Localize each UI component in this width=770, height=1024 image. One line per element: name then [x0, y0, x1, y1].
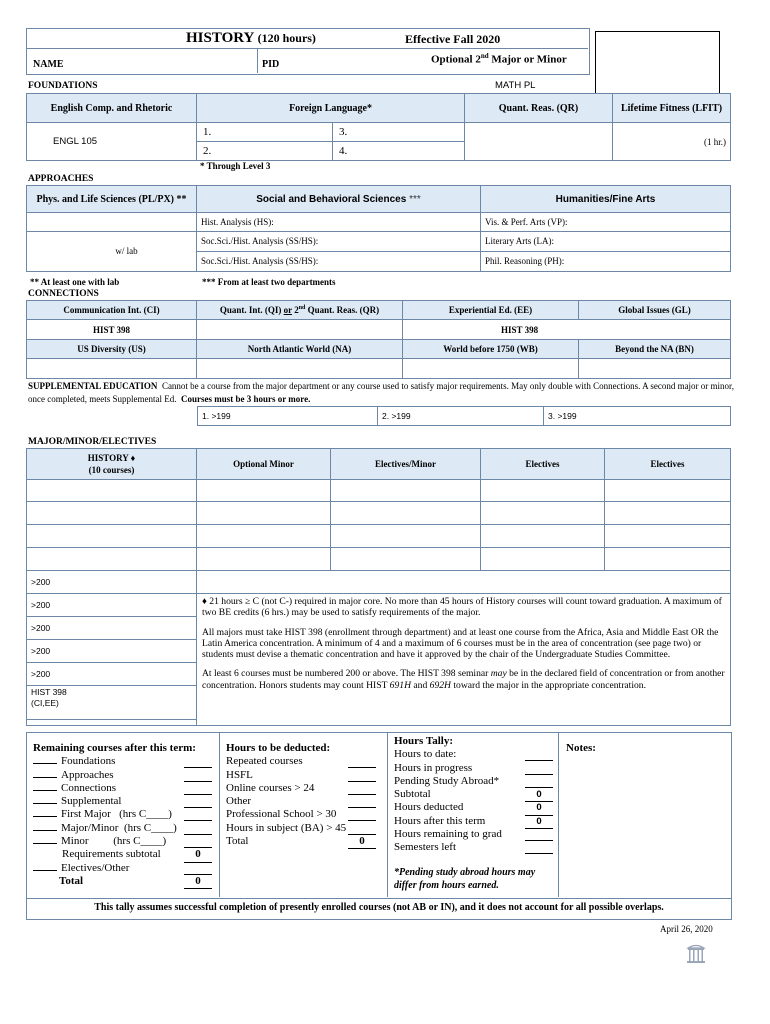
fl-header: Foreign Language*	[197, 94, 465, 123]
hours-subtotal: Subtotal	[394, 788, 431, 801]
sshs-label-1: Soc.Sci./Hist. Analysis (SS/HS):	[201, 236, 319, 246]
la-label: Literary Arts (LA):	[485, 236, 554, 246]
hours-row	[394, 815, 554, 828]
major-title: MAJOR/MINOR/ELECTIVES	[28, 437, 157, 447]
hours-header: Hours Tally:	[394, 735, 453, 747]
foundations-table	[26, 93, 731, 161]
dept-note: *** From at least two departments	[202, 277, 336, 287]
deduct-row[interactable]	[226, 782, 382, 795]
optional-major-label	[431, 52, 567, 66]
fl-2-label: 2.	[203, 145, 212, 157]
us-course[interactable]	[27, 359, 197, 379]
hs-cell[interactable]	[197, 213, 481, 232]
qi-header-or: or	[283, 305, 292, 315]
optional-b: Major or Minor	[488, 53, 567, 66]
math-pl-label: MATH PL	[495, 80, 536, 91]
deduct-online: Online courses > 24	[226, 781, 315, 794]
ee-course-text: HIST 398	[501, 324, 539, 335]
hours-to-date-value	[525, 748, 553, 761]
tally-divider-1	[219, 732, 220, 897]
hours-after-term-value: 0	[525, 815, 553, 829]
hours-panel	[394, 735, 554, 892]
qi-header-b: 2	[294, 305, 299, 315]
gt200-2: >200	[31, 600, 51, 610]
qi-header-a: Quant. Int. (QI)	[219, 305, 282, 315]
major-note-3b: be in the declared field of concentration or from another concentration. Honors students may count HIST	[202, 668, 725, 691]
wb-header: World before 1750 (WB)	[403, 340, 579, 359]
approaches-table	[26, 185, 731, 272]
connections-title: CONNECTIONS	[28, 289, 99, 299]
major-note-3-may: may	[490, 668, 507, 680]
supplemental-course-1[interactable]	[198, 407, 378, 426]
pid-label: PID	[262, 59, 280, 70]
major-notes	[197, 594, 731, 726]
deduct-total-row	[226, 835, 382, 848]
elective-minor-cell[interactable]	[331, 525, 481, 548]
history-header-title: HISTORY ♦	[87, 453, 136, 463]
deduct-header: Hours to be deducted:	[226, 742, 331, 754]
hist398-label: HIST 398	[31, 687, 67, 697]
deduct-professional: Professional School > 30	[226, 808, 337, 821]
fl-2[interactable]	[197, 142, 333, 161]
remaining-row[interactable]	[33, 795, 213, 808]
total-row	[33, 875, 213, 888]
footer-date: April 26, 2020	[660, 924, 713, 934]
deduct-other: Other	[226, 795, 252, 808]
hours-row[interactable]	[394, 841, 554, 854]
ci-course-text: HIST 398	[92, 324, 131, 335]
page-title-hours: (120 hours)	[257, 31, 316, 45]
hours-pending-value	[525, 775, 553, 788]
photo-box	[595, 31, 720, 94]
major-cell-200[interactable]	[27, 571, 197, 594]
elective-cell[interactable]	[481, 480, 605, 502]
hours-to-date: Hours to date:	[394, 748, 457, 761]
elective-minor-cell[interactable]	[331, 502, 481, 525]
sshs-cell-2[interactable]	[197, 252, 481, 272]
page-title-text: HISTORY	[186, 30, 254, 46]
optional-a: Optional 2	[431, 53, 481, 66]
hours-row	[394, 801, 554, 814]
deduct-total-label: Total	[226, 835, 249, 848]
qi-header-sup: nd	[298, 305, 306, 311]
pending-note: *Pending study abroad hours may differ from hours earned.	[394, 866, 536, 891]
electives-minor-header: Electives/Minor	[331, 449, 481, 480]
remaining-row[interactable]	[33, 808, 213, 821]
major-cell[interactable]	[27, 548, 197, 571]
major-cell-200[interactable]	[27, 617, 197, 640]
major-note-3-h1: 691H	[389, 679, 411, 691]
header-divider	[26, 48, 588, 49]
ee-course[interactable]	[403, 320, 731, 340]
engl-course[interactable]	[27, 123, 197, 161]
semesters-left: Semesters left	[394, 841, 457, 854]
minor-cell[interactable]	[197, 502, 331, 525]
major-note-3a: At least 6 courses must be numbered 200 or above. The HIST 398 seminar	[202, 668, 491, 680]
major-cell-398[interactable]	[27, 686, 197, 720]
remaining-first-major: First Major	[61, 808, 111, 821]
optional-sup: nd	[480, 52, 489, 60]
deduct-total-value: 0	[348, 835, 376, 849]
deduct-hsfl: HSFL	[226, 768, 253, 781]
remaining-minor: Minor	[61, 835, 89, 848]
remaining-row[interactable]	[33, 835, 213, 848]
deduct-repeated: Repeated courses	[226, 755, 303, 768]
deduct-panel	[226, 742, 382, 848]
elective-cell[interactable]	[605, 480, 731, 502]
major-note-3d: toward the major in the appropriate concentration.	[450, 679, 646, 691]
pl-course-2[interactable]	[27, 232, 197, 272]
sshs-label-2: Soc.Sci./Hist. Analysis (SS/HS):	[201, 256, 319, 266]
elective-cell[interactable]	[481, 548, 605, 571]
deduct-row[interactable]	[226, 769, 382, 782]
engl-course-text: ENGL 105	[53, 136, 98, 147]
lfit-course[interactable]	[613, 123, 731, 161]
hours-row[interactable]	[394, 775, 554, 788]
elective-cell[interactable]	[481, 502, 605, 525]
page-title	[186, 30, 316, 47]
ss-header	[197, 186, 481, 213]
lab-label: w/ lab	[115, 246, 138, 256]
supplemental-course-2[interactable]	[378, 407, 544, 426]
supp-2-label: 2. >199	[382, 411, 411, 421]
connections-table	[26, 300, 731, 379]
elective-cell[interactable]	[481, 525, 605, 548]
gt200-3: >200	[31, 623, 51, 633]
remaining-supplemental: Supplemental	[61, 795, 122, 808]
hours-pending: Pending Study Abroad*	[394, 774, 500, 787]
hours-in-progress: Hours in progress	[394, 761, 473, 774]
wide-cell[interactable]	[197, 571, 731, 594]
deduct-subject: Hours in subject (BA) > 45	[226, 821, 347, 834]
gt200-4: >200	[31, 646, 51, 656]
supplemental-table	[197, 406, 731, 426]
gt200-1: >200	[31, 577, 51, 587]
fl-3[interactable]	[333, 123, 465, 142]
remaining-approaches: Approaches	[61, 768, 114, 781]
fl-4[interactable]	[333, 142, 465, 161]
name-field[interactable]	[30, 50, 254, 72]
elective-minor-cell[interactable]	[331, 548, 481, 571]
hours-row[interactable]	[394, 828, 554, 841]
optional-minor-header: Optional Minor	[197, 449, 331, 480]
hours-row[interactable]	[394, 762, 554, 775]
vp-cell[interactable]	[481, 213, 731, 232]
fl-3-label: 3.	[339, 126, 348, 138]
major-cell[interactable]	[27, 480, 197, 502]
major-cell-spacer	[27, 720, 197, 726]
qi-header	[197, 301, 403, 320]
major-cell-200[interactable]	[27, 663, 197, 686]
ss-header-stars: ***	[409, 193, 421, 205]
hours-deducted: Hours deducted	[394, 801, 464, 814]
supplemental-desc: Cannot be a course from the major department or any course used to satisfy major requirements. May only double with Connections. A second major or minor, once completed, meets Supplemental Ed.	[28, 381, 734, 404]
qr-header: Quant. Reas. (QR)	[465, 94, 613, 123]
hours-deducted-value: 0	[525, 801, 553, 815]
fl-1[interactable]	[197, 123, 333, 142]
us-header: US Diversity (US)	[27, 340, 197, 359]
supplemental-title: SUPPLEMENTAL EDUCATION	[28, 381, 158, 391]
hrs-c-3: (hrs C____)	[113, 835, 167, 848]
remaining-electives: Electives/Other	[61, 861, 130, 874]
req-subtotal-label: Requirements subtotal	[62, 848, 161, 861]
ci-course[interactable]	[27, 320, 197, 340]
sshs-cell-1[interactable]	[197, 232, 481, 252]
gl-header: Global Issues (GL)	[579, 301, 731, 320]
ph-label: Phil. Reasoning (PH):	[485, 256, 565, 266]
minor-cell[interactable]	[197, 525, 331, 548]
lfit-header: Lifetime Fitness (LFIT)	[613, 94, 731, 123]
qi-course[interactable]	[197, 320, 403, 340]
major-note-3c: and	[411, 679, 430, 691]
notes-field[interactable]	[562, 754, 726, 894]
deduct-row[interactable]	[226, 808, 382, 821]
na-course[interactable]	[197, 359, 403, 379]
qi-header-c: Quant. Reas. (QR)	[305, 305, 380, 315]
major-cell-200[interactable]	[27, 594, 197, 617]
remaining-row[interactable]	[33, 769, 213, 782]
tally-divider-3	[558, 732, 559, 897]
header-divider-vert	[257, 48, 258, 73]
pl-course-1[interactable]	[27, 213, 197, 232]
hours-subtotal-value: 0	[525, 788, 553, 802]
elective-minor-cell[interactable]	[331, 480, 481, 502]
fl-1-label: 1.	[203, 126, 212, 138]
major-note-3-h2: 692H	[429, 679, 451, 691]
qr-course[interactable]	[465, 123, 613, 161]
hrs-c-2: (hrs C____)	[123, 821, 177, 834]
major-note-3	[202, 668, 726, 691]
remaining-major-minor: Major/Minor	[61, 821, 119, 834]
hours-in-progress-value	[525, 762, 553, 775]
hours-remaining-value	[525, 828, 553, 841]
total-label: Total	[59, 874, 84, 887]
elective-cell[interactable]	[605, 525, 731, 548]
hours-remaining: Hours remaining to grad	[394, 828, 502, 841]
major-table	[26, 448, 731, 726]
notes-label: Notes:	[566, 742, 596, 754]
wb-course[interactable]	[403, 359, 579, 379]
fl-note: * Through Level 3	[200, 161, 271, 171]
total-value: 0	[184, 875, 212, 889]
supplemental-bold: Courses must be 3 hours or more.	[180, 394, 311, 404]
english-header: English Comp. and Rhetoric	[27, 94, 197, 123]
elective-cell[interactable]	[605, 502, 731, 525]
history-header-courses: (10 courses)	[88, 465, 135, 475]
supplemental-course-3[interactable]	[544, 407, 731, 426]
hrs-c-1: (hrs C____)	[119, 808, 172, 821]
ss-header-text: Social and Behavioral Sciences	[256, 193, 407, 205]
req-subtotal-row	[33, 848, 213, 861]
bn-header: Beyond the NA (BN)	[579, 340, 731, 359]
remaining-row[interactable]	[33, 862, 213, 875]
history-header	[27, 449, 197, 480]
remaining-row[interactable]	[33, 755, 213, 768]
deduct-row[interactable]	[226, 755, 382, 768]
la-cell[interactable]	[481, 232, 731, 252]
name-label: NAME	[33, 59, 64, 70]
semesters-left-value	[525, 841, 553, 854]
remaining-row[interactable]	[33, 782, 213, 795]
major-note-2: All majors must take HIST 398 (enrollment through department) and at least one course from the Africa, Asia and Middle East OR the Latin America concentration. A minimum of 4 and a maximum of 6 courses must be in the area of concentration (see page two) or students must devise a thematic concentration and have it approved by the chair of the Undergraduate Studies Committee.	[202, 626, 719, 661]
vp-label: Vis. & Perf. Arts (VP):	[485, 216, 568, 227]
remaining-foundations: Foundations	[61, 755, 116, 768]
cie-label: (CI,EE)	[31, 698, 59, 708]
pid-field[interactable]	[285, 50, 425, 72]
major-note-1: ♦ 21 hours ≥ C (not C-) required in major core. No more than 45 hours of History courses will count toward graduation. A maximum of two BE credits (6 hrs.) may be used to satisfy requirements of the major.	[202, 596, 722, 619]
bn-course[interactable]	[579, 359, 731, 379]
tally-divider-2	[387, 732, 388, 897]
major-cell[interactable]	[27, 525, 197, 548]
ph-cell[interactable]	[481, 252, 731, 272]
major-cell[interactable]	[27, 502, 197, 525]
major-cell-200[interactable]	[27, 640, 197, 663]
supp-1-label: 1. >199	[202, 411, 231, 421]
remaining-panel	[33, 742, 213, 888]
approaches-title: APPROACHES	[28, 174, 94, 184]
na-header: North Atlantic World (NA)	[197, 340, 403, 359]
supplemental-text	[28, 380, 736, 406]
ee-header: Experiential Ed. (EE)	[403, 301, 579, 320]
hs-label: Hist. Analysis (HS):	[201, 216, 274, 227]
supp-3-label: 3. >199	[548, 411, 577, 421]
gt200-5: >200	[31, 669, 51, 679]
minor-cell[interactable]	[197, 548, 331, 571]
footer-note: This tally assumes successful completion of presently enrolled courses (not AB or IN), and it does not account for all possible overlaps.	[26, 897, 732, 920]
deduct-row[interactable]	[226, 822, 382, 835]
remaining-row[interactable]	[33, 822, 213, 835]
foundations-title: FOUNDATIONS	[28, 81, 98, 91]
hum-header: Humanities/Fine Arts	[481, 186, 731, 213]
electives-header-2: Electives	[605, 449, 731, 480]
lab-note: ** At least one with lab	[30, 277, 120, 287]
deduct-row[interactable]	[226, 795, 382, 808]
remaining-header: Remaining courses after this term:	[33, 742, 196, 754]
electives-header-1: Electives	[481, 449, 605, 480]
hours-after-term: Hours after this term	[394, 814, 486, 827]
hours-row	[394, 788, 554, 801]
elective-cell[interactable]	[605, 548, 731, 571]
old-well-logo-icon	[686, 943, 706, 965]
req-subtotal-value: 0	[184, 848, 212, 862]
hours-row[interactable]	[394, 748, 554, 761]
lfit-hr: (1 hr.)	[704, 136, 727, 147]
remaining-connections: Connections	[61, 781, 116, 794]
fl-4-label: 4.	[339, 145, 348, 157]
effective-date: Effective Fall 2020	[405, 32, 501, 46]
ci-header: Communication Int. (CI)	[27, 301, 197, 320]
minor-cell[interactable]	[197, 480, 331, 502]
pl-header: Phys. and Life Sciences (PL/PX) **	[27, 186, 197, 213]
